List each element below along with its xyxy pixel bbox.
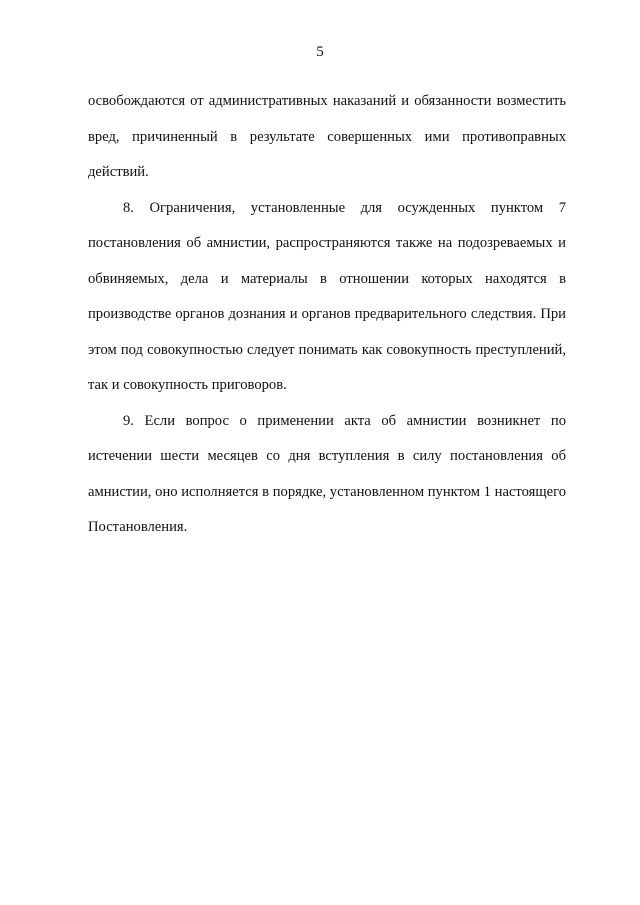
paragraph-continuation: освобождаются от административных наказаний и обязанности возместить вред, причиненный в результате совершенных ими противоправных действий.	[88, 93, 566, 180]
document-body	[88, 84, 566, 546]
paragraph-item-9: 9. Если вопрос о применении акта об амнистии возникнет по истечении шести месяцев со дня вступления в силу постановления об амнистии, оно исполняется в порядке, установленном пунктом 1 настоящего Постановления.	[88, 412, 566, 535]
paragraph-item-8: 8. Ограничения, установленные для осужденных пунктом 7 постановления об амнистии, распространяются также на подозреваемых и обвиняемых, дела и материалы в отношении которых находятся в производстве органов дознания и органов предварительного следствия. При этом под совокупностью следует понимать как совокупность преступлений, так и совокупность приговоров.	[88, 199, 566, 393]
page-number: 5	[316, 44, 324, 60]
